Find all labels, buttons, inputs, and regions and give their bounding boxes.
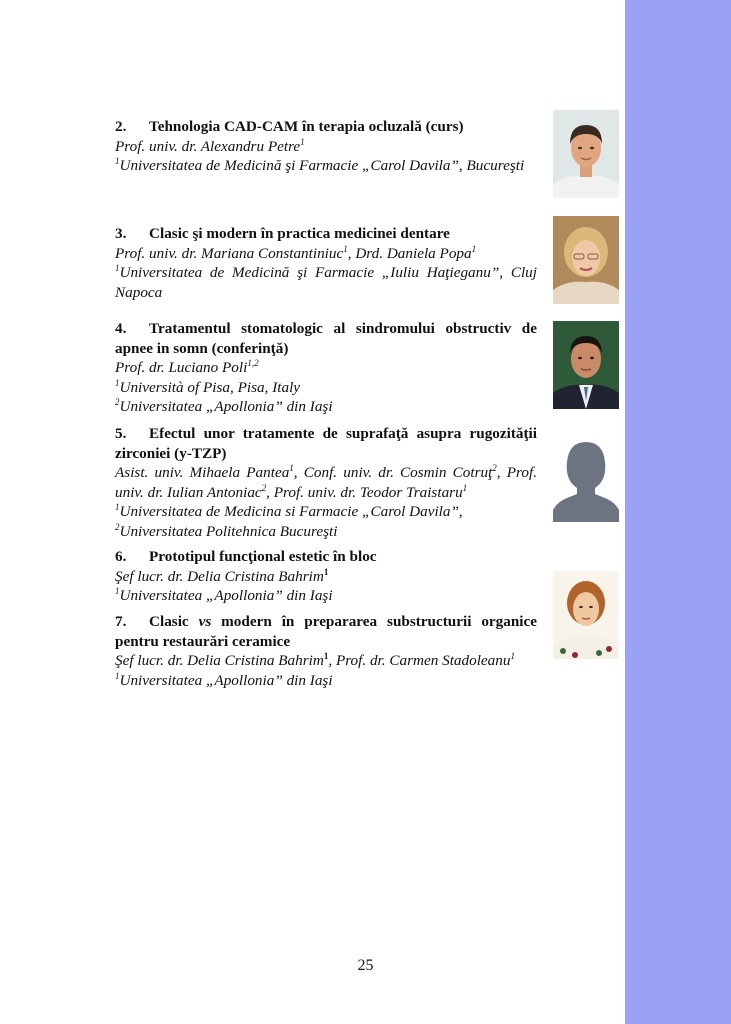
author-sup: 2 <box>492 462 497 473</box>
item-authors <box>115 567 537 587</box>
program-item <box>115 319 537 417</box>
item-title-text: Efectul unor tratamente de suprafaţă asupra rugozităţii zirconiei (y-TZP) <box>115 425 537 462</box>
item-affiliation <box>115 397 537 417</box>
item-authors <box>115 358 537 378</box>
item-title <box>115 319 537 358</box>
speaker-photo-man-young <box>553 110 619 198</box>
speaker-silhouette-placeholder <box>553 434 619 522</box>
author-separator: , <box>347 244 356 262</box>
affiliation-text: Universitatea de Medicina si Farmacie „Carol Davila”, <box>119 503 463 520</box>
item-title-text: Clasic <box>149 613 199 630</box>
affiliation-text: Università of Pisa, Pisa, Italy <box>119 378 301 396</box>
author-sup: 1 <box>343 243 348 254</box>
author-name: Prof. univ. dr. Iulian Antoniac <box>115 464 537 501</box>
author-sup: 1 <box>300 136 305 147</box>
item-number: 2. <box>115 118 127 135</box>
affiliation-text: Universitatea Politehnica Bucureşti <box>119 522 338 540</box>
item-title <box>115 224 537 244</box>
affiliation-text: Universitatea „Apollonia” din Iaşi <box>119 398 333 415</box>
author-name: Asist. univ. Mihaela Pantea <box>115 464 290 481</box>
author-name: Prof. univ. dr. Alexandru Petre <box>115 137 301 155</box>
program-item <box>115 547 537 606</box>
item-title-text: Clasic şi modern în practica medicinei dentare <box>149 225 450 242</box>
author-sup: 1,2 <box>247 357 259 368</box>
item-authors <box>115 651 537 671</box>
author-separator: , <box>496 464 507 481</box>
item-title-text: Prototipul funcţional estetic în bloc <box>149 548 377 565</box>
affiliation-sup: 1 <box>115 262 120 273</box>
author-name: Drd. Daniela Popa <box>355 244 472 262</box>
affiliation-text: Universitatea „Apollonia” din Iaşi <box>119 671 333 689</box>
affiliation-sup: 1 <box>115 155 120 166</box>
item-title <box>115 612 537 651</box>
item-title <box>115 547 537 567</box>
speaker-photo-man-suit <box>553 321 619 409</box>
program-item <box>115 424 537 541</box>
affiliation-sup: 1 <box>115 501 120 512</box>
item-affiliation <box>115 378 537 398</box>
affiliation-sup: 1 <box>115 377 120 388</box>
author-sup: 1 <box>289 462 294 473</box>
program-item <box>115 224 537 302</box>
item-affiliation <box>115 502 537 522</box>
item-title <box>115 117 537 137</box>
author-name: Prof. dr. Luciano Poli <box>115 359 248 376</box>
author-name: Şef lucr. dr. Delia Cristina Bahrim <box>115 652 324 669</box>
author-sup: 1 <box>462 482 468 493</box>
author-sup: 1 <box>510 650 515 661</box>
affiliation-text: Universitatea de Medicină şi Farmacie „Iuliu Haţieganu”, Cluj Napoca <box>115 264 537 301</box>
affiliation-sup: 2 <box>115 521 120 532</box>
item-authors <box>115 244 537 264</box>
author-sup: 2 <box>261 482 267 493</box>
item-affiliation <box>115 156 537 176</box>
item-number: 5. <box>115 425 127 442</box>
affiliation-sup: 1 <box>115 585 120 596</box>
author-separator: , <box>266 483 274 501</box>
author-sup: 1 <box>323 566 329 577</box>
affiliation-text: Universitatea de Medicină şi Farmacie „Carol Davila”, Bucureşti <box>119 157 525 174</box>
item-affiliation <box>115 586 537 606</box>
item-number: 3. <box>115 225 127 242</box>
author-name: Şef lucr. dr. Delia Cristina Bahrim <box>115 567 324 585</box>
author-name: Prof. dr. Carmen Stadoleanu <box>335 652 511 669</box>
author-name: Conf. univ. dr. Cosmin Cotruţ <box>303 464 493 481</box>
program-item <box>115 612 537 690</box>
item-title-text: Tratamentul stomatologic al sindromului obstructiv de apnee in somn (conferinţă) <box>115 320 537 357</box>
item-number: 4. <box>115 320 127 337</box>
program-item <box>115 117 537 176</box>
item-authors <box>115 463 537 502</box>
item-affiliation <box>115 263 537 302</box>
author-name: Prof. univ. dr. Mariana Constantiniuc <box>115 244 344 262</box>
item-affiliation <box>115 671 537 691</box>
side-color-bar <box>625 0 731 1024</box>
item-title-text: modern în prepararea substructurii organice pentru restaurări ceramice <box>115 613 538 650</box>
item-title <box>115 424 537 463</box>
author-sup: 1 <box>471 243 477 254</box>
item-authors <box>115 137 537 157</box>
item-number: 7. <box>115 613 127 630</box>
item-title-text: Tehnologia CAD-CAM în terapia ocluzală (curs) <box>149 118 464 135</box>
speaker-photo-woman-blonde <box>553 216 619 304</box>
affiliation-text: Universitatea „Apollonia” din Iaşi <box>119 587 333 604</box>
page-number: 25 <box>357 957 374 974</box>
item-number: 6. <box>115 548 127 565</box>
affiliation-sup: 1 <box>115 670 120 681</box>
author-separator: , <box>328 652 336 669</box>
item-title-emphasis: vs <box>198 613 212 630</box>
author-name: Prof. univ. dr. Teodor Traistaru <box>273 483 463 501</box>
speaker-photo-woman-redhead <box>553 571 619 659</box>
author-sup: 1 <box>323 650 329 661</box>
affiliation-sup: 2 <box>115 396 120 407</box>
author-separator: , <box>293 464 304 481</box>
item-affiliation <box>115 522 537 542</box>
